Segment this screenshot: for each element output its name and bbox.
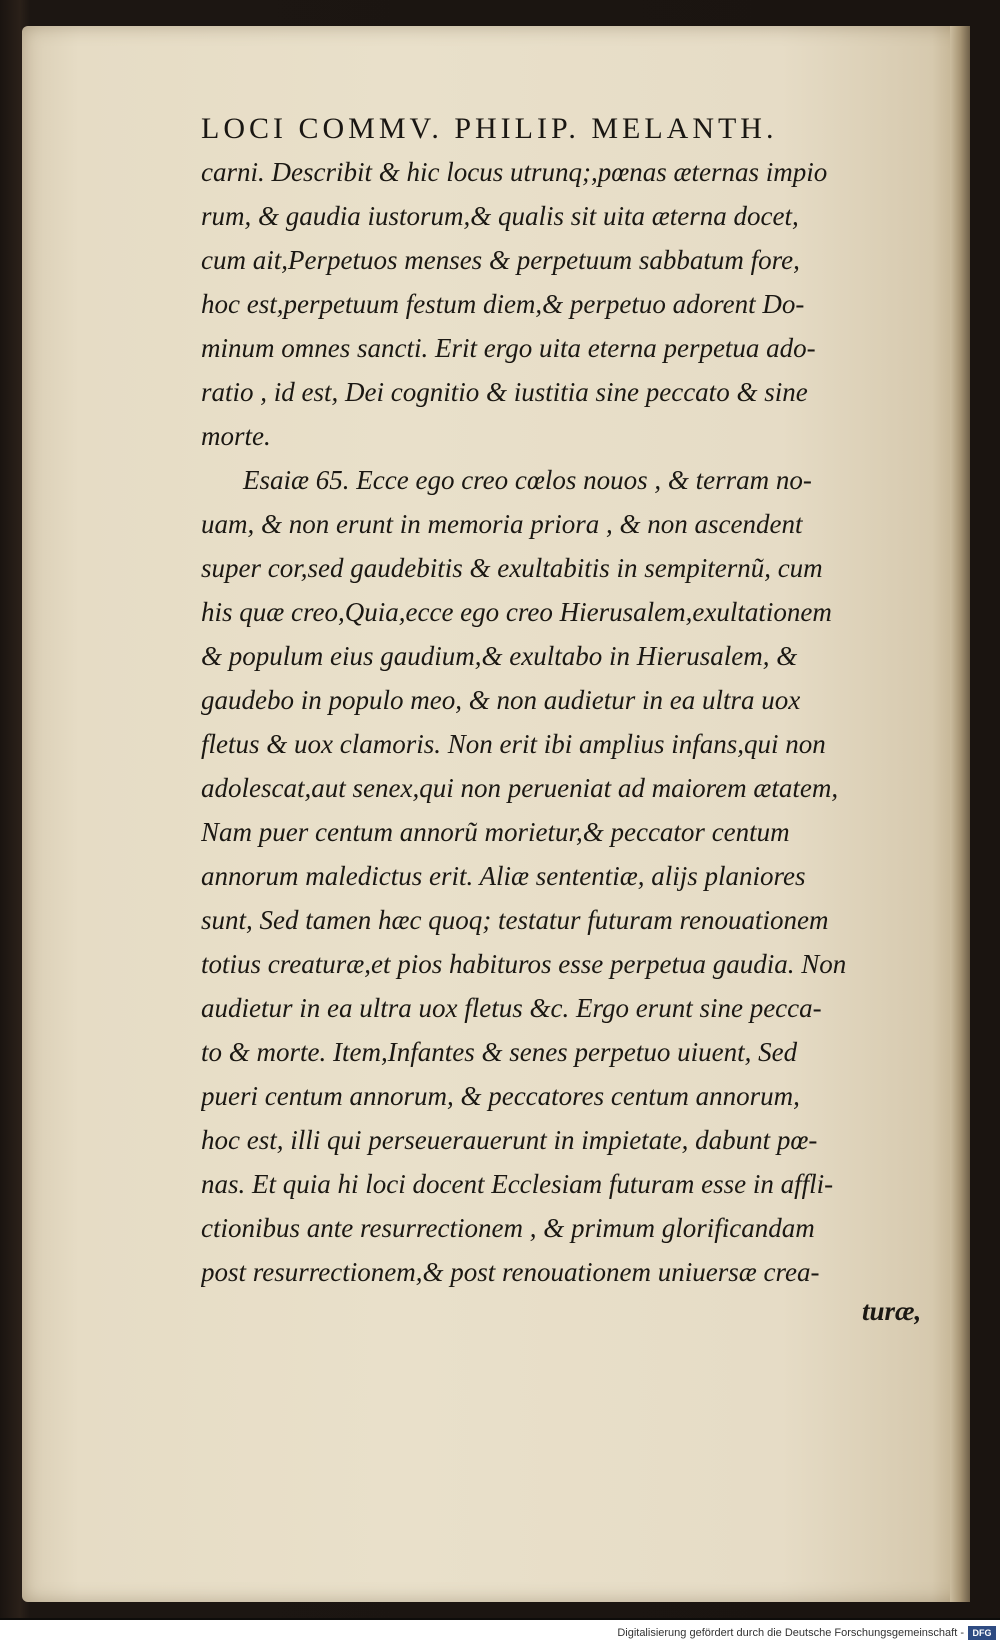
catchword: turæ, bbox=[862, 1296, 922, 1326]
text-line: carni. Describit & hic locus utrunq;,pœnas æternas impio bbox=[201, 157, 828, 187]
text-line: his quæ creo,Quia,ecce ego creo Hierusalem,exultationem bbox=[201, 597, 832, 627]
text-line: morte. bbox=[201, 421, 271, 451]
text-line: annorum maledictus erit. Aliæ sententiæ, alijs planiores bbox=[201, 861, 806, 891]
text-line: fletus & uox clamoris. Non erit ibi amplius infans,qui non bbox=[201, 729, 826, 759]
dfg-logo: DFG bbox=[968, 1626, 996, 1640]
text-line: minum omnes sancti. Erit ergo uita eterna perpetua ado- bbox=[201, 333, 816, 363]
text-line: super cor,sed gaudebitis & exultabitis in sempiternũ, cum bbox=[201, 553, 823, 583]
text-line: ratio , id est, Dei cognitio & iustitia sine peccato & sine bbox=[201, 377, 808, 407]
text-line: uam, & non erunt in memoria priora , & non ascendent bbox=[201, 509, 803, 539]
text-line: pueri centum annorum, & peccatores centum annorum, bbox=[201, 1081, 800, 1111]
text-line: hoc est,perpetuum festum diem,& perpetuo adorent Do- bbox=[201, 289, 805, 319]
text-line: to & morte. Item,Infantes & senes perpetuo uiuent, Sed bbox=[201, 1037, 798, 1067]
text-line: Esaiæ 65. Ecce ego creo cœlos nouos , & terram no- bbox=[243, 465, 812, 495]
text-line: post resurrectionem,& post renouationem uniuersæ crea- bbox=[201, 1257, 820, 1287]
text-line: & populum eius gaudium,& exultabo in Hierusalem, & bbox=[201, 641, 798, 671]
text-line: adolescat,aut senex,qui non perueniat ad maiorem ætatem, bbox=[201, 773, 839, 803]
page-edge bbox=[950, 26, 970, 1602]
text-line: gaudebo in populo meo, & non audietur in ea ultra uox bbox=[201, 685, 801, 715]
footer-credit: Digitalisierung gefördert durch die Deutsche Forschungsgemeinschaft - bbox=[617, 1627, 964, 1639]
text-line: sunt, Sed tamen hæc quoq; testatur futuram renouationem bbox=[201, 905, 829, 935]
text-line: cum ait,Perpetuos menses & perpetuum sabbatum fore, bbox=[201, 245, 800, 275]
text-line: Nam puer centum annorũ morietur,& peccator centum bbox=[201, 817, 790, 847]
text-line: audietur in ea ultra uox fletus &c. Ergo erunt sine pecca- bbox=[201, 993, 822, 1023]
text-line: hoc est, illi qui perseuerauerunt in impietate, dabunt pœ- bbox=[201, 1125, 818, 1155]
text-block bbox=[201, 150, 941, 1294]
text-line: totius creaturæ,et pios habituros esse perpetua gaudia. Non bbox=[201, 949, 847, 979]
text-line: nas. Et quia hi loci docent Ecclesiam futuram esse in affli- bbox=[201, 1169, 834, 1199]
text-line: ctionibus ante resurrectionem , & primum glorificandam bbox=[201, 1213, 815, 1243]
text-line: rum, & gaudia iustorum,& qualis sit uita æterna docet, bbox=[201, 201, 799, 231]
running-head: LOCI COMMV. PHILIP. MELANTH. bbox=[201, 112, 778, 145]
